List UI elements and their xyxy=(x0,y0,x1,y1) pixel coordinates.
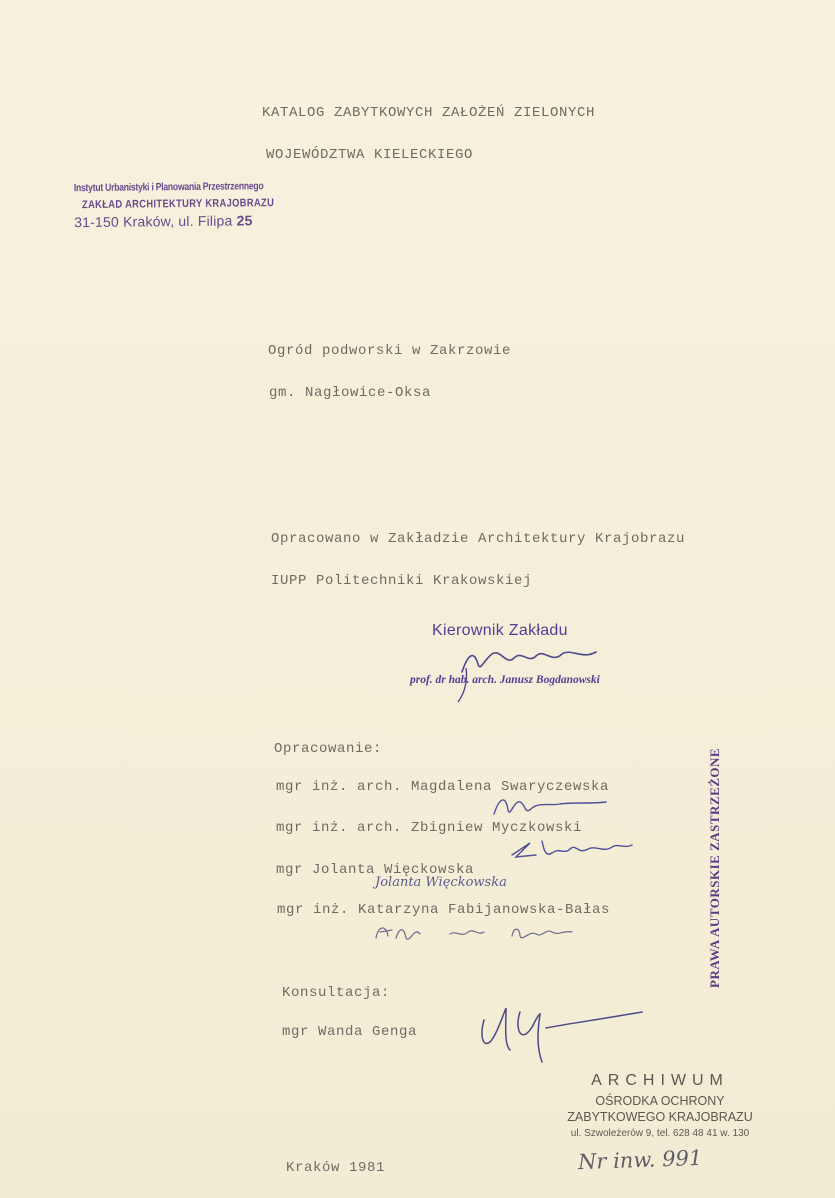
archive-stamp-line1: ARCHIWUM xyxy=(591,1072,729,1089)
head-stamp-name: prof. dr hab. arch. Janusz Bogdanowski xyxy=(410,674,600,686)
institute-stamp-line3 xyxy=(74,212,294,230)
author-3: mgr Jolanta Więckowska xyxy=(276,862,475,878)
institute-stamp-line2: ZAKŁAD ARCHITEKTURY KRAJOBRAZU xyxy=(81,197,275,212)
head-signature xyxy=(410,620,640,710)
catalog-title-line2: WOJEWÓDZTWA KIELECKIEGO xyxy=(266,147,474,163)
prepared-at-line2: IUPP Politechniki Krakowskiej xyxy=(271,573,533,589)
author-2: mgr inż. arch. Zbigniew Myczkowski xyxy=(276,820,583,836)
author-4: mgr inż. Katarzyna Fabijanowska-Bałas xyxy=(277,902,611,918)
rights-reserved-stamp: PRAWA AUTORSKIE ZASTRZEŻONE xyxy=(707,747,722,988)
signature-myczkowski xyxy=(508,835,638,863)
archive-stamp-line3: ZABYTKOWEGO KRAJOBRAZU xyxy=(567,1110,753,1124)
prepared-at-line1: Opracowano w Zakładzie Architektury Krajobrazu xyxy=(271,531,686,547)
signature-wieckowska: Jolanta Więckowska xyxy=(375,875,507,890)
signature-genga xyxy=(476,998,646,1068)
place-and-date: Kraków 1981 xyxy=(286,1160,386,1176)
archive-stamp-address: ul. Szwoleżerów 9, tel. 628 48 41 w. 130 xyxy=(570,1128,750,1139)
institute-stamp xyxy=(74,180,294,230)
signature-fabijanowska xyxy=(370,918,590,948)
authors-heading: Opracowanie: xyxy=(274,741,383,757)
institute-address: 31-150 Kraków, ul. Filipa xyxy=(74,212,233,231)
consultation-heading: Konsultacja: xyxy=(282,985,391,1001)
archive-stamp-line2: OŚRODKA OCHRONY xyxy=(595,1094,725,1108)
institute-address-number: 25 xyxy=(236,212,253,229)
head-stamp-title: Kierownik Zakładu xyxy=(432,622,568,639)
consultant-name: mgr Wanda Genga xyxy=(282,1024,418,1040)
inventory-number-note: Nr inw. 991 xyxy=(577,1145,703,1175)
institute-stamp-line1: Instytut Urbanistyki i Planowania Przestrzennego xyxy=(73,180,264,195)
signature-swaryczewska xyxy=(490,792,610,822)
garden-name: Ogród podworski w Zakrzowie xyxy=(268,343,512,359)
head-of-department-stamp xyxy=(410,620,640,710)
archive-stamp xyxy=(540,1072,780,1139)
catalog-title-line1: KATALOG ZABYTKOWYCH ZAŁOŻEŃ ZIELONYCH xyxy=(262,105,596,121)
commune-name: gm. Nagłowice-Oksa xyxy=(269,385,432,401)
author-1: mgr inż. arch. Magdalena Swaryczewska xyxy=(276,779,610,795)
